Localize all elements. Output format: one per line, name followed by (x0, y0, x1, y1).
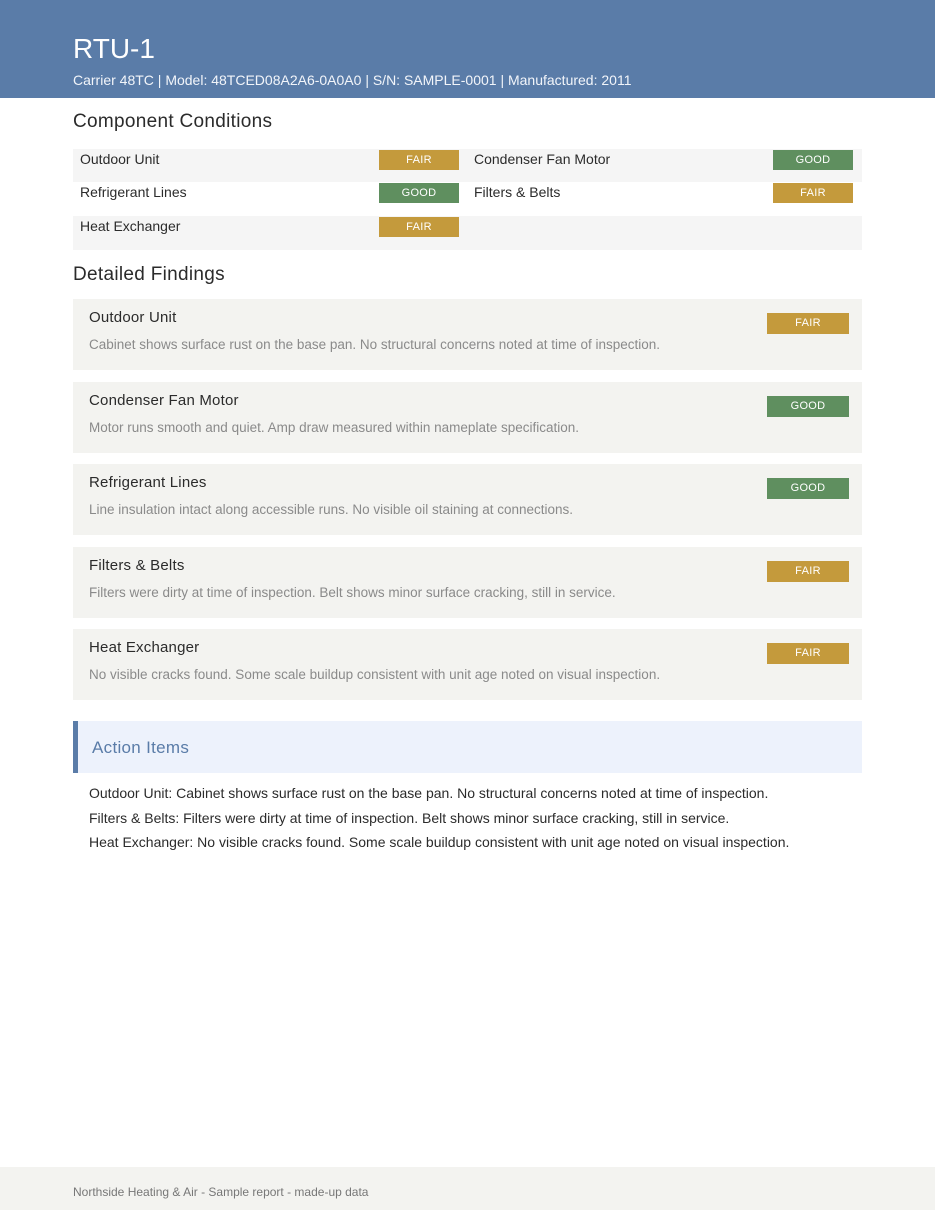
detailed-findings-heading: Detailed Findings (73, 264, 225, 285)
finding-name: Outdoor Unit (89, 309, 177, 326)
footer-text: Northside Heating & Air - Sample report - made-up data (73, 1185, 369, 1199)
finding-status-badge: GOOD (767, 396, 849, 417)
report-header (0, 0, 935, 98)
finding-name: Filters & Belts (89, 557, 185, 574)
report-footer (0, 1167, 935, 1210)
unit-subtitle: Carrier 48TC | Model: 48TCED08A2A6-0A0A0 | S/N: SAMPLE-0001 | Manufactured: 2011 (73, 72, 632, 88)
condition-status-badge: FAIR (773, 183, 853, 203)
finding-name: Condenser Fan Motor (89, 392, 239, 409)
condition-name: Condenser Fan Motor (474, 151, 611, 167)
condition-cell (73, 182, 467, 216)
finding-card (73, 547, 862, 618)
condition-cell (467, 149, 861, 183)
condition-cell (467, 182, 861, 216)
condition-cell (73, 149, 467, 183)
condition-name: Refrigerant Lines (80, 184, 187, 200)
condition-name: Heat Exchanger (80, 218, 181, 234)
action-item: Heat Exchanger: No visible cracks found. Some scale buildup consistent with unit age noted on visual inspection. (89, 834, 790, 850)
action-items-list (89, 781, 869, 855)
unit-title: RTU-1 (73, 33, 155, 64)
finding-card (73, 464, 862, 535)
finding-status-badge: FAIR (767, 643, 849, 664)
condition-row (73, 182, 862, 216)
action-items-heading: Action Items (92, 738, 190, 757)
finding-status-badge: FAIR (767, 561, 849, 582)
condition-status-badge: FAIR (379, 150, 459, 170)
finding-description: Line insulation intact along accessible runs. No visible oil staining at connections. (89, 502, 574, 517)
finding-status-badge: GOOD (767, 478, 849, 499)
condition-name: Filters & Belts (474, 184, 561, 200)
finding-name: Heat Exchanger (89, 639, 200, 656)
condition-cell (73, 216, 467, 250)
action-item: Filters & Belts: Filters were dirty at time of inspection. Belt shows minor surface cracking, still in service. (89, 809, 730, 826)
condition-status-badge: FAIR (379, 217, 459, 237)
condition-status-badge: GOOD (379, 183, 459, 203)
action-item: Outdoor Unit: Cabinet shows surface rust on the base pan. No structural concerns noted at time of inspection. (89, 785, 769, 801)
finding-description: Filters were dirty at time of inspection. Belt shows minor surface cracking, still in service. (89, 585, 616, 600)
finding-status-badge: FAIR (767, 313, 849, 334)
finding-description: Motor runs smooth and quiet. Amp draw measured within nameplate specification. (89, 420, 580, 435)
finding-card (73, 629, 862, 700)
finding-card (73, 299, 862, 370)
component-conditions-table (73, 149, 862, 250)
condition-row (73, 149, 862, 182)
component-conditions-heading: Component Conditions (73, 111, 273, 132)
action-items-callout (73, 721, 862, 773)
finding-card (73, 382, 862, 453)
condition-name: Outdoor Unit (80, 151, 160, 167)
condition-row (73, 216, 862, 250)
condition-status-badge: GOOD (773, 150, 853, 170)
finding-name: Refrigerant Lines (89, 474, 207, 491)
finding-description: Cabinet shows surface rust on the base pan. No structural concerns noted at time of inspection. (89, 337, 661, 352)
finding-description: No visible cracks found. Some scale buildup consistent with unit age noted on visual inspection. (89, 667, 661, 682)
